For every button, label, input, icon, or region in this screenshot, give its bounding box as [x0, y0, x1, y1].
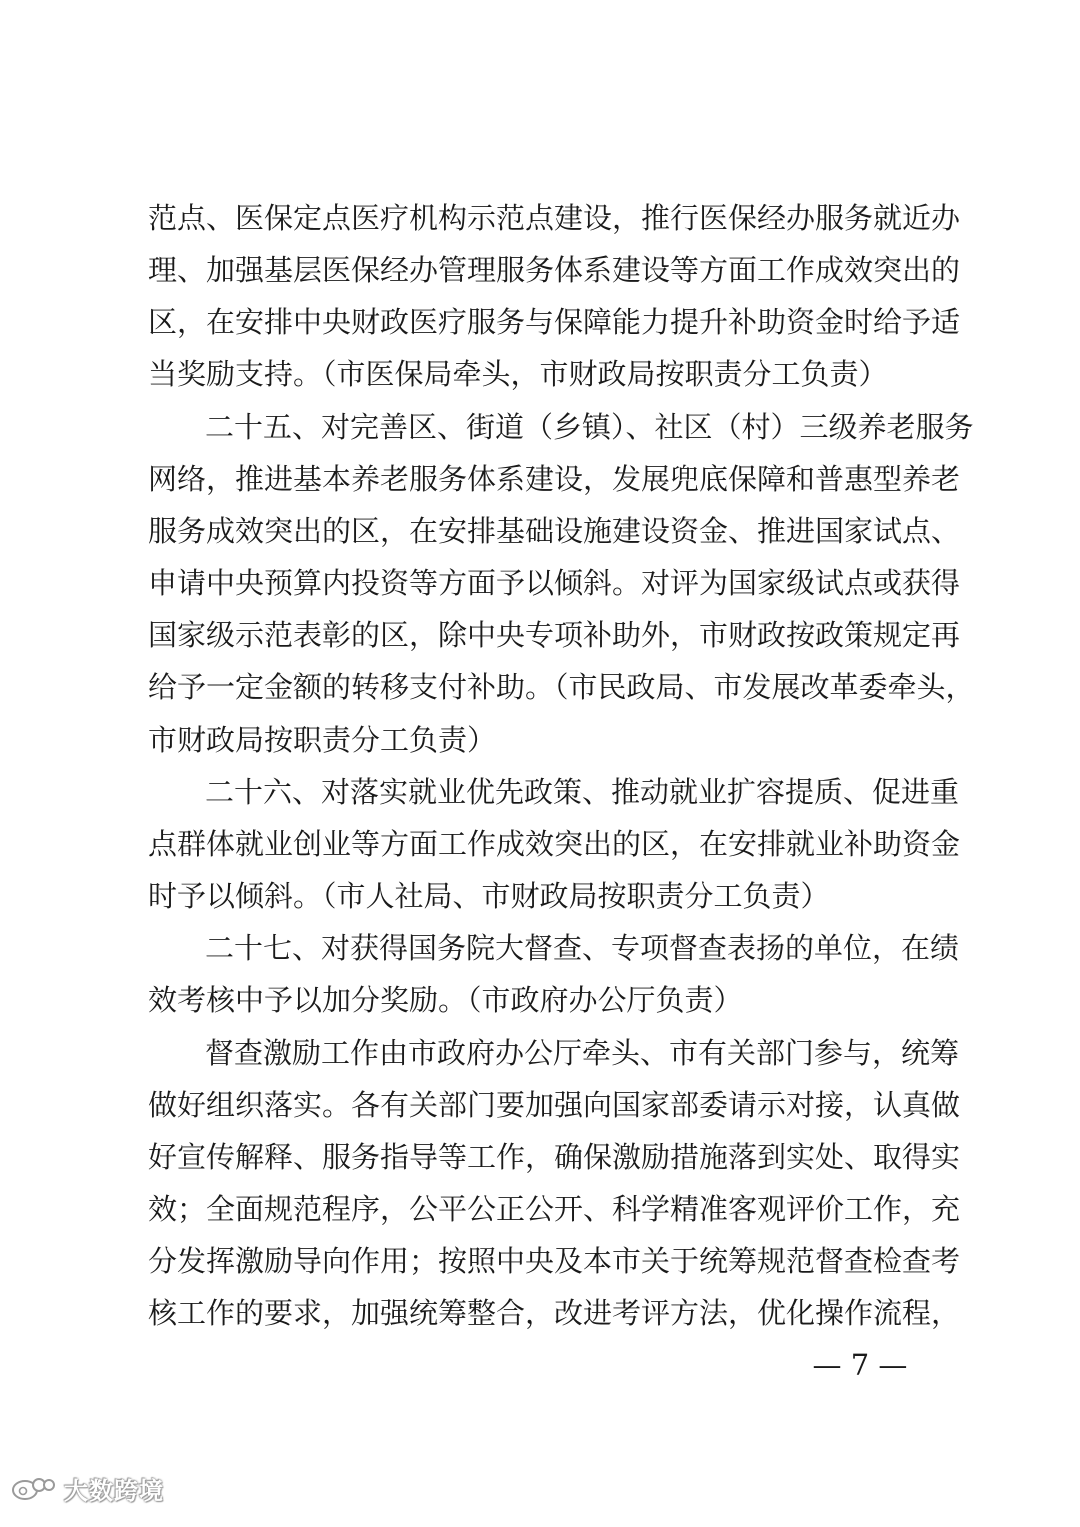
- weibo-style-logo-icon: [10, 1473, 56, 1503]
- text-line: 核工作的要求，加强统筹整合，改进考评方法，优化操作流程，: [148, 1296, 961, 1330]
- paragraph-start-line: 二十五、对完善区、街道（乡镇）、社区（村）三级养老服务: [205, 410, 974, 444]
- text-line: 当奖励支持。（市医保局牵头，市财政局按职责分工负责）: [148, 357, 888, 391]
- text-line: 服务成效突出的区，在安排基础设施建设资金、推进国家试点、: [148, 514, 961, 548]
- watermark-text: 大数跨境: [64, 1476, 164, 1505]
- text-line: 时予以倾斜。（市人社局、市财政局按职责分工负责）: [148, 879, 830, 913]
- text-line: 理、加强基层医保经办管理服务体系建设等方面工作成效突出的: [148, 253, 961, 287]
- text-line: 国家级示范表彰的区，除中央专项补助外，市财政按政策规定再: [148, 618, 961, 652]
- text-line: 分发挥激励导向作用；按照中央及本市关于统筹规范督查检查考: [148, 1244, 961, 1278]
- text-line: 范点、医保定点医疗机构示范点建设，推行医保经办服务就近办: [148, 201, 961, 235]
- text-line: 效考核中予以加分奖励。（市政府办公厅负责）: [148, 983, 743, 1017]
- text-line: 效；全面规范程序，公平公正公开、科学精准客观评价工作，充: [148, 1192, 961, 1226]
- page-number: — 7 —: [812, 1348, 908, 1382]
- text-line: 区，在安排中央财政医疗服务与保障能力提升补助资金时给予适: [148, 305, 961, 339]
- watermark: [10, 1468, 164, 1508]
- text-line: 市财政局按职责分工负责）: [148, 723, 497, 757]
- text-line: 网络，推进基本养老服务体系建设，发展兜底保障和普惠型养老: [148, 462, 961, 496]
- text-line: 做好组织落实。各有关部门要加强向国家部委请示对接，认真做: [148, 1088, 961, 1122]
- text-line: 申请中央预算内投资等方面予以倾斜。对评为国家级试点或获得: [148, 566, 961, 600]
- paragraph-start-line: 督查激励工作由市政府办公厅牵头、市有关部门参与，统筹: [205, 1036, 960, 1070]
- text-line: 给予一定金额的转移支付补助。（市民政局、市发展改革委牵头，: [148, 670, 975, 704]
- paragraph-start-line: 二十六、对落实就业优先政策、推动就业扩容提质、促进重: [205, 775, 960, 809]
- paragraph-start-line: 二十七、对获得国务院大督查、专项督查表扬的单位，在绩: [205, 931, 960, 965]
- text-line: 点群体就业创业等方面工作成效突出的区，在安排就业补助资金: [148, 827, 961, 861]
- text-line: 好宣传解释、服务指导等工作，确保激励措施落到实处、取得实: [148, 1140, 961, 1174]
